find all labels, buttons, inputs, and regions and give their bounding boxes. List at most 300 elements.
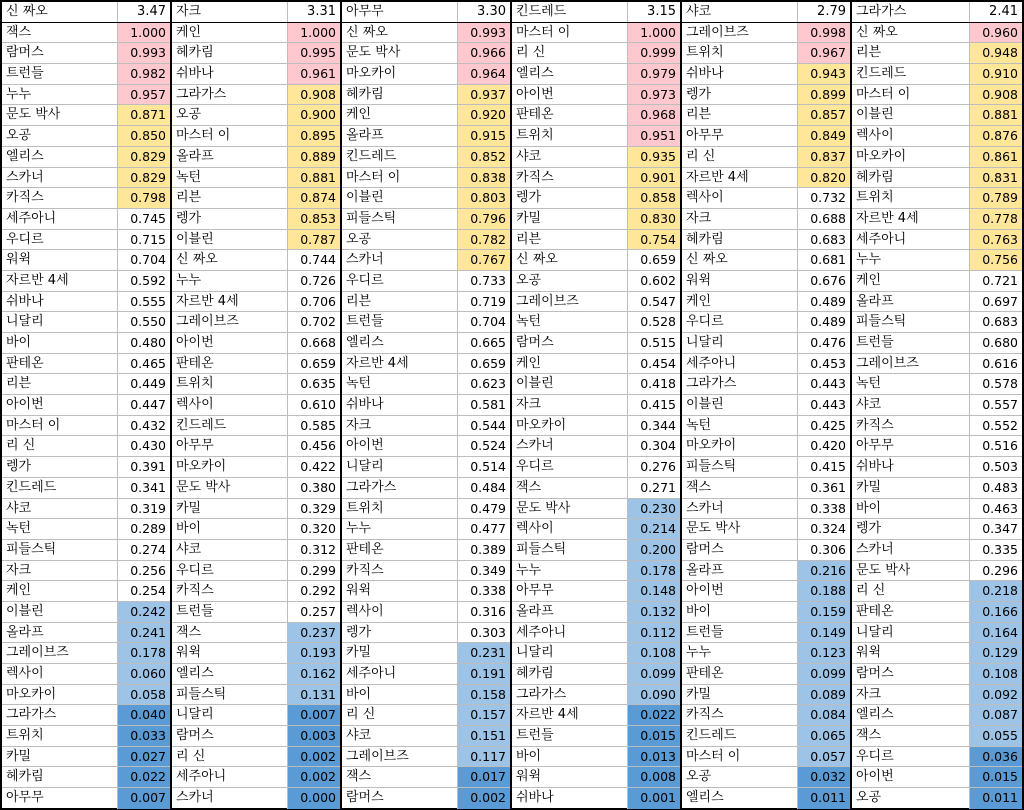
table-row[interactable] <box>512 23 680 44</box>
cell-name: 녹턴 <box>342 374 458 394</box>
table-row[interactable] <box>342 271 510 292</box>
cell-value: 0.324 <box>798 519 850 539</box>
table-row[interactable] <box>682 457 850 478</box>
table-row[interactable] <box>682 788 850 809</box>
table-row[interactable] <box>512 478 680 499</box>
table-row[interactable] <box>342 250 510 271</box>
table-row[interactable] <box>682 747 850 768</box>
table-row[interactable] <box>682 519 850 540</box>
table-row[interactable] <box>2 292 170 313</box>
table-row[interactable] <box>852 685 1022 706</box>
cell-name: 엘리스 <box>2 147 118 167</box>
table-row[interactable] <box>172 767 340 788</box>
table-row[interactable] <box>512 126 680 147</box>
table-row[interactable] <box>342 602 510 623</box>
column-header[interactable] <box>682 2 850 23</box>
table-row[interactable] <box>682 312 850 333</box>
table-row[interactable] <box>172 623 340 644</box>
table-row[interactable] <box>512 643 680 664</box>
cell-value: 0.380 <box>288 478 340 498</box>
table-row[interactable] <box>172 374 340 395</box>
table-row[interactable] <box>2 64 170 85</box>
cell-value: 0.681 <box>798 250 850 270</box>
table-row[interactable] <box>512 292 680 313</box>
table-row[interactable] <box>682 416 850 437</box>
table-row[interactable] <box>2 333 170 354</box>
table-row[interactable] <box>172 85 340 106</box>
table-row[interactable] <box>852 105 1022 126</box>
table-row[interactable] <box>512 416 680 437</box>
cell-value: 0.087 <box>970 705 1022 725</box>
cell-value: 0.721 <box>970 271 1022 291</box>
table-row[interactable] <box>682 705 850 726</box>
table-row[interactable] <box>2 23 170 44</box>
cell-value: 0.908 <box>288 85 340 105</box>
cell-value: 0.659 <box>458 354 510 374</box>
cell-value: 0.108 <box>628 643 680 663</box>
table-row[interactable] <box>342 581 510 602</box>
cell-name: 쉬바나 <box>852 457 970 477</box>
table-row[interactable] <box>172 685 340 706</box>
table-row[interactable] <box>342 374 510 395</box>
cell-name: 아무무 <box>682 126 798 146</box>
cell-name: 쉬바나 <box>342 395 458 415</box>
cell-value: 0.665 <box>458 333 510 353</box>
cell-name: 트위치 <box>2 726 118 746</box>
table-row[interactable] <box>172 581 340 602</box>
table-row[interactable] <box>512 581 680 602</box>
table-row[interactable] <box>342 395 510 416</box>
table-row[interactable] <box>172 395 340 416</box>
cell-name: 리 신 <box>512 43 628 63</box>
table-row[interactable] <box>342 64 510 85</box>
table-row[interactable] <box>852 747 1022 768</box>
table-row[interactable] <box>342 126 510 147</box>
column-rows <box>682 23 850 809</box>
table-row[interactable] <box>682 623 850 644</box>
table-row[interactable] <box>512 374 680 395</box>
table-row[interactable] <box>512 685 680 706</box>
cell-value: 0.214 <box>628 519 680 539</box>
table-row[interactable] <box>852 168 1022 189</box>
cell-value: 0.901 <box>628 168 680 188</box>
cell-name: 그라가스 <box>172 85 288 105</box>
table-row[interactable] <box>512 312 680 333</box>
table-row[interactable] <box>172 209 340 230</box>
table-row[interactable] <box>2 416 170 437</box>
table-row[interactable] <box>2 374 170 395</box>
table-row[interactable] <box>2 85 170 106</box>
table-row[interactable] <box>682 767 850 788</box>
table-row[interactable] <box>852 64 1022 85</box>
table-row[interactable] <box>682 602 850 623</box>
table-row[interactable] <box>172 561 340 582</box>
cell-name: 자크 <box>852 685 970 705</box>
table-row[interactable] <box>512 230 680 251</box>
table-row[interactable] <box>682 126 850 147</box>
cell-name: 누누 <box>342 519 458 539</box>
table-row[interactable] <box>852 581 1022 602</box>
table-row[interactable] <box>2 271 170 292</box>
table-row[interactable] <box>682 581 850 602</box>
table-row[interactable] <box>682 230 850 251</box>
cell-value: 0.108 <box>970 664 1022 684</box>
table-row[interactable] <box>342 105 510 126</box>
table-row[interactable] <box>682 188 850 209</box>
table-row[interactable] <box>172 540 340 561</box>
table-row[interactable] <box>852 664 1022 685</box>
table-row[interactable] <box>852 85 1022 106</box>
table-row[interactable] <box>852 23 1022 44</box>
table-row[interactable] <box>342 561 510 582</box>
cell-value: 0.316 <box>458 602 510 622</box>
table-row[interactable] <box>2 643 170 664</box>
cell-name: 잭스 <box>342 767 458 787</box>
table-row[interactable] <box>852 499 1022 520</box>
cell-value: 0.704 <box>118 250 170 270</box>
table-row[interactable] <box>852 292 1022 313</box>
table-row[interactable] <box>852 623 1022 644</box>
table-row[interactable] <box>172 643 340 664</box>
header-name: 샤코 <box>682 2 798 22</box>
table-row[interactable] <box>342 457 510 478</box>
table-row[interactable] <box>512 250 680 271</box>
table-row[interactable] <box>682 499 850 520</box>
table-row[interactable] <box>512 147 680 168</box>
cell-value: 0.420 <box>798 436 850 456</box>
table-row[interactable] <box>512 664 680 685</box>
cell-value: 0.007 <box>288 705 340 725</box>
table-row[interactable] <box>512 188 680 209</box>
table-row[interactable] <box>172 105 340 126</box>
table-row[interactable] <box>342 292 510 313</box>
cell-name: 그레이브즈 <box>852 354 970 374</box>
table-row[interactable] <box>512 767 680 788</box>
table-row[interactable] <box>342 436 510 457</box>
table-row[interactable] <box>172 416 340 437</box>
table-row[interactable] <box>342 354 510 375</box>
table-row[interactable] <box>2 126 170 147</box>
table-row[interactable] <box>852 788 1022 809</box>
cell-name: 렝가 <box>512 188 628 208</box>
table-row[interactable] <box>682 561 850 582</box>
table-row[interactable] <box>342 312 510 333</box>
table-row[interactable] <box>852 271 1022 292</box>
table-row[interactable] <box>2 581 170 602</box>
table-row[interactable] <box>852 436 1022 457</box>
table-row[interactable] <box>172 726 340 747</box>
table-row[interactable] <box>172 478 340 499</box>
table-row[interactable] <box>342 147 510 168</box>
cell-name: 헤카림 <box>682 230 798 250</box>
table-row[interactable] <box>2 602 170 623</box>
cell-value: 0.732 <box>798 188 850 208</box>
table-row[interactable] <box>2 147 170 168</box>
table-row[interactable] <box>682 374 850 395</box>
table-row[interactable] <box>172 168 340 189</box>
table-row[interactable] <box>682 333 850 354</box>
table-row[interactable] <box>852 643 1022 664</box>
cell-value: 0.850 <box>118 126 170 146</box>
table-row[interactable] <box>342 643 510 664</box>
table-row[interactable] <box>682 685 850 706</box>
table-row[interactable] <box>512 540 680 561</box>
table-row[interactable] <box>682 726 850 747</box>
table-row[interactable] <box>342 540 510 561</box>
table-row[interactable] <box>2 726 170 747</box>
table-row[interactable] <box>342 685 510 706</box>
table-row[interactable] <box>682 436 850 457</box>
table-row[interactable] <box>852 250 1022 271</box>
table-row[interactable] <box>172 230 340 251</box>
table-row[interactable] <box>512 623 680 644</box>
table-row[interactable] <box>512 747 680 768</box>
cell-value: 0.704 <box>458 312 510 332</box>
table-row[interactable] <box>682 85 850 106</box>
table-row[interactable] <box>342 478 510 499</box>
table-row[interactable] <box>852 602 1022 623</box>
table-row[interactable] <box>682 292 850 313</box>
cell-name: 쉬바나 <box>172 64 288 84</box>
cell-value: 0.456 <box>288 436 340 456</box>
table-row[interactable] <box>682 354 850 375</box>
table-row[interactable] <box>172 126 340 147</box>
table-row[interactable] <box>342 788 510 809</box>
table-row[interactable] <box>512 85 680 106</box>
table-row[interactable] <box>172 147 340 168</box>
cell-value: 0.008 <box>628 767 680 787</box>
table-row[interactable] <box>512 436 680 457</box>
table-row[interactable] <box>852 312 1022 333</box>
cell-value: 0.820 <box>798 168 850 188</box>
table-row[interactable] <box>2 312 170 333</box>
cell-value: 0.961 <box>288 64 340 84</box>
table-row[interactable] <box>852 767 1022 788</box>
table-row[interactable] <box>682 168 850 189</box>
table-row[interactable] <box>2 561 170 582</box>
table-row[interactable] <box>2 705 170 726</box>
table-row[interactable] <box>682 250 850 271</box>
table-row[interactable] <box>342 747 510 768</box>
table-row[interactable] <box>682 478 850 499</box>
table-row[interactable] <box>682 664 850 685</box>
table-row[interactable] <box>2 478 170 499</box>
table-row[interactable] <box>682 540 850 561</box>
table-row[interactable] <box>2 209 170 230</box>
table-row[interactable] <box>512 457 680 478</box>
table-row[interactable] <box>512 519 680 540</box>
table-row[interactable] <box>852 395 1022 416</box>
table-row[interactable] <box>682 271 850 292</box>
cell-value: 0.443 <box>798 395 850 415</box>
table-row[interactable] <box>512 354 680 375</box>
table-row[interactable] <box>342 664 510 685</box>
cell-name: 카직스 <box>512 168 628 188</box>
table-row[interactable] <box>852 209 1022 230</box>
table-row[interactable] <box>172 705 340 726</box>
cell-value: 0.552 <box>970 416 1022 436</box>
table-row[interactable] <box>2 499 170 520</box>
cell-name: 마오카이 <box>2 685 118 705</box>
cell-value: 0.151 <box>458 726 510 746</box>
table-row[interactable] <box>512 271 680 292</box>
table-row[interactable] <box>852 726 1022 747</box>
table-row[interactable] <box>342 726 510 747</box>
cell-value: 0.015 <box>970 767 1022 787</box>
table-row[interactable] <box>2 436 170 457</box>
table-row[interactable] <box>172 64 340 85</box>
cell-name: 잭스 <box>682 478 798 498</box>
column-header[interactable] <box>852 2 1022 23</box>
cell-name: 카직스 <box>172 581 288 601</box>
column-header[interactable] <box>2 2 170 23</box>
column-header[interactable] <box>172 2 340 23</box>
cell-value: 0.256 <box>118 561 170 581</box>
table-row[interactable] <box>342 499 510 520</box>
table-row[interactable] <box>852 519 1022 540</box>
table-row[interactable] <box>512 209 680 230</box>
table-row[interactable] <box>2 250 170 271</box>
table-row[interactable] <box>2 105 170 126</box>
table-row[interactable] <box>2 168 170 189</box>
table-row[interactable] <box>342 230 510 251</box>
table-row[interactable] <box>682 147 850 168</box>
table-row[interactable] <box>852 188 1022 209</box>
table-row[interactable] <box>342 188 510 209</box>
cell-name: 리 신 <box>172 747 288 767</box>
table-row[interactable] <box>172 333 340 354</box>
table-row[interactable] <box>172 312 340 333</box>
table-row[interactable] <box>682 23 850 44</box>
table-row[interactable] <box>342 43 510 64</box>
table-row[interactable] <box>852 416 1022 437</box>
table-row[interactable] <box>2 685 170 706</box>
cell-value: 0.178 <box>118 643 170 663</box>
table-row[interactable] <box>852 333 1022 354</box>
table-row[interactable] <box>2 747 170 768</box>
table-row[interactable] <box>512 64 680 85</box>
table-row[interactable] <box>682 395 850 416</box>
table-row[interactable] <box>342 333 510 354</box>
table-row[interactable] <box>512 561 680 582</box>
table-row[interactable] <box>2 623 170 644</box>
cell-value: 0.055 <box>970 726 1022 746</box>
table-row[interactable] <box>512 602 680 623</box>
table-row[interactable] <box>852 230 1022 251</box>
table-row[interactable] <box>172 519 340 540</box>
table-row[interactable] <box>342 416 510 437</box>
table-row[interactable] <box>852 147 1022 168</box>
table-row[interactable] <box>2 519 170 540</box>
table-row[interactable] <box>172 788 340 809</box>
column-header[interactable] <box>512 2 680 23</box>
table-row[interactable] <box>2 188 170 209</box>
table-row[interactable] <box>852 354 1022 375</box>
table-row[interactable] <box>172 499 340 520</box>
table-row[interactable] <box>172 602 340 623</box>
table-row[interactable] <box>852 478 1022 499</box>
cell-value: 0.148 <box>628 581 680 601</box>
table-row[interactable] <box>512 726 680 747</box>
table-row[interactable] <box>852 374 1022 395</box>
table-row[interactable] <box>342 767 510 788</box>
cell-name: 리븐 <box>682 105 798 125</box>
table-row[interactable] <box>172 354 340 375</box>
table-row[interactable] <box>512 333 680 354</box>
table-row[interactable] <box>2 767 170 788</box>
table-row[interactable] <box>2 354 170 375</box>
table-row[interactable] <box>852 540 1022 561</box>
table-row[interactable] <box>512 705 680 726</box>
table-row[interactable] <box>172 664 340 685</box>
cell-name: 올라프 <box>682 561 798 581</box>
cell-name: 세주아니 <box>172 767 288 787</box>
table-row[interactable] <box>512 499 680 520</box>
cell-name: 오공 <box>512 271 628 291</box>
cell-value: 0.057 <box>798 747 850 767</box>
table-row[interactable] <box>852 457 1022 478</box>
table-row[interactable] <box>852 126 1022 147</box>
column-3 <box>512 2 682 809</box>
table-row[interactable] <box>852 561 1022 582</box>
table-row[interactable] <box>342 85 510 106</box>
table-row[interactable] <box>682 43 850 64</box>
table-row[interactable] <box>342 23 510 44</box>
table-row[interactable] <box>342 623 510 644</box>
table-row[interactable] <box>2 788 170 809</box>
table-row[interactable] <box>682 643 850 664</box>
column-header[interactable] <box>342 2 510 23</box>
table-row[interactable] <box>2 395 170 416</box>
cell-value: 0.920 <box>458 105 510 125</box>
table-row[interactable] <box>342 519 510 540</box>
cell-name: 리 신 <box>2 436 118 456</box>
table-row[interactable] <box>172 457 340 478</box>
table-row[interactable] <box>342 168 510 189</box>
table-row[interactable] <box>852 43 1022 64</box>
table-row[interactable] <box>682 105 850 126</box>
table-row[interactable] <box>172 23 340 44</box>
table-row[interactable] <box>342 209 510 230</box>
cell-name: 트런들 <box>682 623 798 643</box>
cell-value: 0.547 <box>628 292 680 312</box>
cell-name: 워윅 <box>682 271 798 291</box>
table-row[interactable] <box>512 43 680 64</box>
table-row[interactable] <box>172 436 340 457</box>
table-row[interactable] <box>172 271 340 292</box>
table-row[interactable] <box>852 705 1022 726</box>
table-row[interactable] <box>682 209 850 230</box>
table-row[interactable] <box>172 188 340 209</box>
table-row[interactable] <box>172 43 340 64</box>
table-row[interactable] <box>512 788 680 809</box>
table-row[interactable] <box>172 292 340 313</box>
table-row[interactable] <box>682 64 850 85</box>
table-row[interactable] <box>172 747 340 768</box>
table-row[interactable] <box>2 664 170 685</box>
table-row[interactable] <box>2 540 170 561</box>
table-row[interactable] <box>512 395 680 416</box>
table-row[interactable] <box>2 457 170 478</box>
table-row[interactable] <box>2 43 170 64</box>
table-row[interactable] <box>512 105 680 126</box>
table-row[interactable] <box>342 705 510 726</box>
cell-value: 0.516 <box>970 436 1022 456</box>
cell-value: 0.999 <box>628 43 680 63</box>
table-row[interactable] <box>512 168 680 189</box>
table-row[interactable] <box>172 250 340 271</box>
table-row[interactable] <box>2 230 170 251</box>
